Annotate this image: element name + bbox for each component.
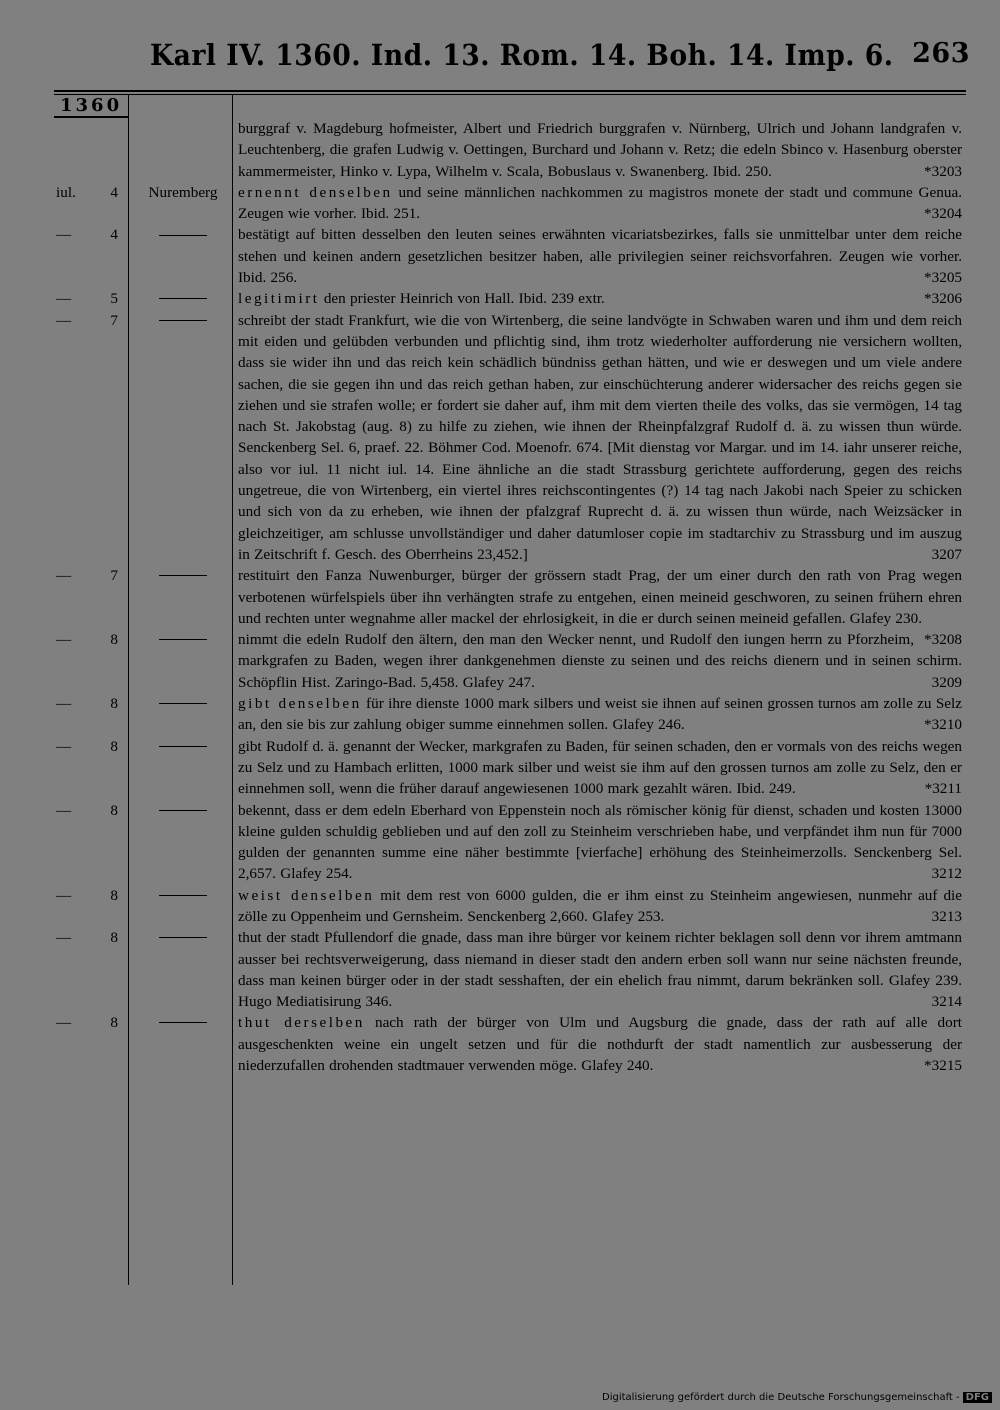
entry-text: [238, 118, 962, 182]
entry-body: für ihre dienste 1000 mark silbers und weist sie ihnen auf seinen grossen turnos am zolle zu Selz an, den sie bis zur zahlung obiger summe einnehmen sollen. Glafey 246.: [238, 695, 962, 734]
entry-text: [238, 885, 962, 928]
regest-entry: [0, 118, 1000, 182]
entry-month: iul.: [56, 183, 76, 201]
entry-month: —: [56, 737, 72, 755]
entry-text: [238, 693, 962, 736]
entry-month: —: [56, 631, 72, 649]
ditto-dash: [159, 810, 207, 811]
ditto-dash: [159, 1022, 207, 1023]
running-header: [150, 38, 970, 78]
entry-place: [140, 629, 226, 650]
entry-lead: thut derselben: [238, 1014, 365, 1032]
ditto-dash: [159, 298, 207, 299]
regest-number: *3205: [924, 269, 962, 287]
ditto-dash: [159, 235, 207, 236]
entry-text: [238, 629, 962, 693]
entry-body: gibt Rudolf d. ä. genannt der Wecker, markgrafen zu Baden, für seinen schaden, den er vormals von des reichs wegen zu Selz und zu Hambach erlitten, 1000 mark silber und weist sie ihm auf den grossen turnos am zolle zu Selz, den er einnehmen soll, wenn die früher darauf angewiesenen 1000 mark gezahlt wären. Ibid. 249.: [238, 737, 962, 798]
entry-place: [140, 736, 226, 757]
page-number: 263: [912, 38, 970, 69]
entry-place: [140, 288, 226, 309]
regest-number: *3206: [924, 290, 962, 308]
entry-lead: ernennt denselben: [238, 183, 393, 201]
regest-number: *3204: [924, 205, 962, 223]
entry-text: [238, 288, 962, 309]
regest-entry: [0, 565, 1000, 649]
ditto-dash: [159, 320, 207, 321]
regest-number: 3209: [931, 673, 962, 691]
entry-place: [140, 565, 226, 586]
entry-text: [238, 800, 962, 885]
regest-number: *3208: [924, 631, 962, 649]
regest-number: *3203: [924, 162, 962, 180]
entry-place: [140, 693, 226, 714]
entry-body: bestätigt auf bitten desselben den leuten seines erwähnten vicariatsbezirkes, falls sie unmittelbar unter dem reiche stehen und keinen andern gesetzlichen besitzer haben, alle privilegien seiner reichsvorfahren. Zeugen wie vorher. Ibid. 256.: [238, 226, 962, 287]
entry-day: 8: [110, 737, 118, 755]
entry-month: —: [56, 567, 72, 585]
entry-lead: gibt denselben: [238, 695, 362, 713]
ditto-dash: [159, 703, 207, 704]
entry-body: nach rath der bürger von Ulm und Augsburg die gnade, dass der rath auf alle dort ausgeschenkten weine ein ungelt setzen und für die nothdurft der stadt namentlich zur ausbesserung der niederzufallen drohenden stadtmauer verwenden möge. Glafey 240.: [238, 1014, 962, 1075]
ditto-dash: [159, 937, 207, 938]
entry-place: [140, 224, 226, 245]
regest-entry: [0, 927, 1000, 1012]
regest-number: 3214: [931, 993, 962, 1011]
regest-number: 3212: [931, 865, 962, 883]
entry-body: thut der stadt Pfullendorf die gnade, dass man ihre bürger vor keinem richter beklagen soll denn vor ihrem amtmann ausser bei rechtsverweigerung, dass niemand in dieser stadt den andern erben soll wann nur seine nächsten freunde, dass man keinen bürger oder in der stadt sesshaften, der ein ehelich frau nimmt, darum bekränken soll. Glafey 239. Hugo Mediatisirung 346.: [238, 929, 962, 1011]
entry-place: [140, 927, 226, 948]
credit-text: Digitalisierung gefördert durch die Deutsche Forschungsgemeinschaft -: [602, 1392, 960, 1403]
entry-day: 8: [110, 695, 118, 713]
entry-lead: legitimirt: [238, 290, 320, 308]
entry-body: schreibt der stadt Frankfurt, wie die von Wirtenberg, die seine landvögte in Schwaben waren und ihm und dem reich mit eiden und gelübden verbunden und pflichtig sind, ihm trotz wiederholter aufforderung nie versichern wollten, dass sie wider ihn und das reich kein schädlich bündniss gethan hätten, und wie er deswegen und um viele andere sachen, die sie gegen ihn und das reich gethan haben, zur einschüchterung anderer widersacher des reichs gegen sie ziehen und sie strafen wolle; er fordert sie daher auf, ihm mit dem vierten theile des volks, das sie vermögen, 14 tag nach St. Jakobstag (aug. 8) zu hilfe zu ziehen, wie ihnen der Rheinpfalzgraf Rudolf d. ä. zu wissen thun würde. Senckenberg Sel. 6, praef. 22. Böhmer Cod. Moenofr. 674. [Mit dienstag vor Margar. und im 14. iahr unserer reiche, also vor iul. 11 nicht iul. 14. Eine ähnliche an die stadt Strassburg gerichtete aufforderung, gegen des reichs ungetreue, die von Wirtenberg, ein viertel ihres reichscontingentes (?) 14 tag nach Jakobi nach Speier zu schicken und sich von da zu erheben, wie ihnen der pfalzgraf Ruprecht d. ä. zu wissen thun würde, nach Weizsäcker in gleichzeitiger, am schlusse unvollständiger und daher datumloser copie im stadtarchiv zu Strassburg und im auszug in Zeitschrift f. Gesch. des Oberrheins 23,452.]: [238, 311, 962, 563]
entry-body: restituirt den Fanza Nuwenburger, bürger der grössern stadt Prag, der um einer durch den rath von Prag wegen verbotenen würfelspiels über ihn verhängten strafe zu entgehen, einen meineid geschworen, zu seinen frühern ehren und rechten unter wegnahme aller mackel der ehrlosigkeit, in die er durch seinen meineid gefallen. Glafey 230.: [238, 567, 962, 627]
entry-month: —: [56, 226, 72, 244]
regest-number: *3210: [924, 716, 962, 734]
digitization-credit: [602, 1392, 992, 1403]
regest-entry: [0, 310, 1000, 566]
entry-day: 7: [110, 311, 118, 329]
entry-text: [238, 736, 962, 800]
entry-month: —: [56, 311, 72, 329]
regest-entry: [0, 736, 1000, 800]
entry-place: Nuremberg: [148, 183, 218, 201]
entry-body: burggraf v. Magdeburg hofmeister, Albert und Friedrich burggrafen v. Nürnberg, Ulrich und Johann landgrafen v. Leuchtenberg, die grafen Ludwig v. Oettingen, Burchard und Johann v. Retz; die edeln Sbinco v. Hasenburg oberster kammermeister, Hinko v. Lypa, Wilhelm v. Scala, Bobuslaus v. Swanenberg. Ibid. 250.: [238, 120, 962, 180]
entry-day: 8: [110, 801, 118, 819]
regest-number: 3213: [931, 907, 962, 925]
entry-place: [140, 1012, 226, 1033]
regest-number: *3211: [924, 780, 962, 798]
entry-place: [140, 800, 226, 821]
entry-day: 7: [110, 567, 118, 585]
entry-day: 4: [110, 183, 118, 201]
entry-day: 8: [110, 631, 118, 649]
entry-month: —: [56, 801, 72, 819]
regest-entry: [0, 629, 1000, 693]
regest-entry: [0, 885, 1000, 928]
regest-number: 3207: [931, 545, 962, 563]
ditto-dash: [159, 639, 207, 640]
entry-text: [238, 224, 962, 288]
regest-entry: [0, 800, 1000, 885]
ditto-dash: [159, 575, 207, 576]
ditto-dash: [159, 895, 207, 896]
entry-day: 8: [110, 886, 118, 904]
entry-day: 8: [110, 929, 118, 947]
entry-body: den priester Heinrich von Hall. Ibid. 239 extr.: [323, 290, 605, 308]
entry-day: 8: [110, 1014, 118, 1032]
entry-text: [238, 1012, 962, 1076]
regest-entry: [0, 224, 1000, 288]
entry-month: —: [56, 929, 72, 947]
entry-text: [238, 182, 962, 225]
regesta-list: [0, 118, 1000, 1076]
entry-day: 5: [110, 290, 118, 308]
entry-body: bekennt, dass er dem edeln Eberhard von Eppenstein noch als römischer könig für dienst, schaden und kosten 13000 kleine gulden schuldig geblieben und auf den zoll zu Steinheim verschrieben habe, und verpfändet ihm nun für 7000 gulden der genannten summe eine näher bestimmte [vierfache] erhöhung des Steinheimerzolls. Senckenberg Sel. 2,657. Glafey 254.: [238, 801, 962, 883]
header-rule-thin: [54, 94, 966, 95]
header-rule: [54, 90, 966, 92]
regest-entry: [0, 288, 1000, 309]
entry-body: nimmt die edeln Rudolf den ältern, den man den Wecker nennt, und Rudolf den iungen herrn zu Pforzheim, markgrafen zu Baden, wegen ihrer dankgenehmen dienste zu seinen und des reichs dienern und in seinen schirm. Schöpflin Hist. Zaringo-Bad. 5,458. Glafey 247.: [238, 631, 962, 691]
entry-text: [238, 927, 962, 1012]
entry-body: und seine männlichen nachkommen zu magistros monete der stadt und commune Genua. Zeugen wie vorher. Ibid. 251.: [238, 183, 962, 223]
entry-place: [140, 885, 226, 906]
entry-text: [238, 310, 962, 566]
regest-number: *3215: [924, 1057, 962, 1075]
running-title: Karl IV. 1360. Ind. 13. Rom. 14. Boh. 14. Imp. 6.: [150, 38, 894, 72]
entry-month: —: [56, 1014, 72, 1032]
entry-text: [238, 565, 962, 649]
year-heading: 1360: [60, 95, 123, 116]
entry-body: mit dem rest von 6000 gulden, die er ihm einst zu Steinheim angewiesen, nunmehr auf die zölle zu Oppenheim und Gernsheim. Senckenberg 2,660. Glafey 253.: [238, 886, 963, 925]
dfg-logo: DFG: [963, 1392, 992, 1403]
regest-entry: [0, 182, 1000, 225]
regest-entry: [0, 693, 1000, 736]
entry-day: 4: [110, 226, 118, 244]
ditto-dash: [159, 746, 207, 747]
entry-month: —: [56, 695, 72, 713]
entry-month: —: [56, 886, 72, 904]
entry-place: [140, 310, 226, 331]
entry-month: —: [56, 290, 72, 308]
entry-lead: weist denselben: [238, 886, 375, 904]
regest-entry: [0, 1012, 1000, 1076]
